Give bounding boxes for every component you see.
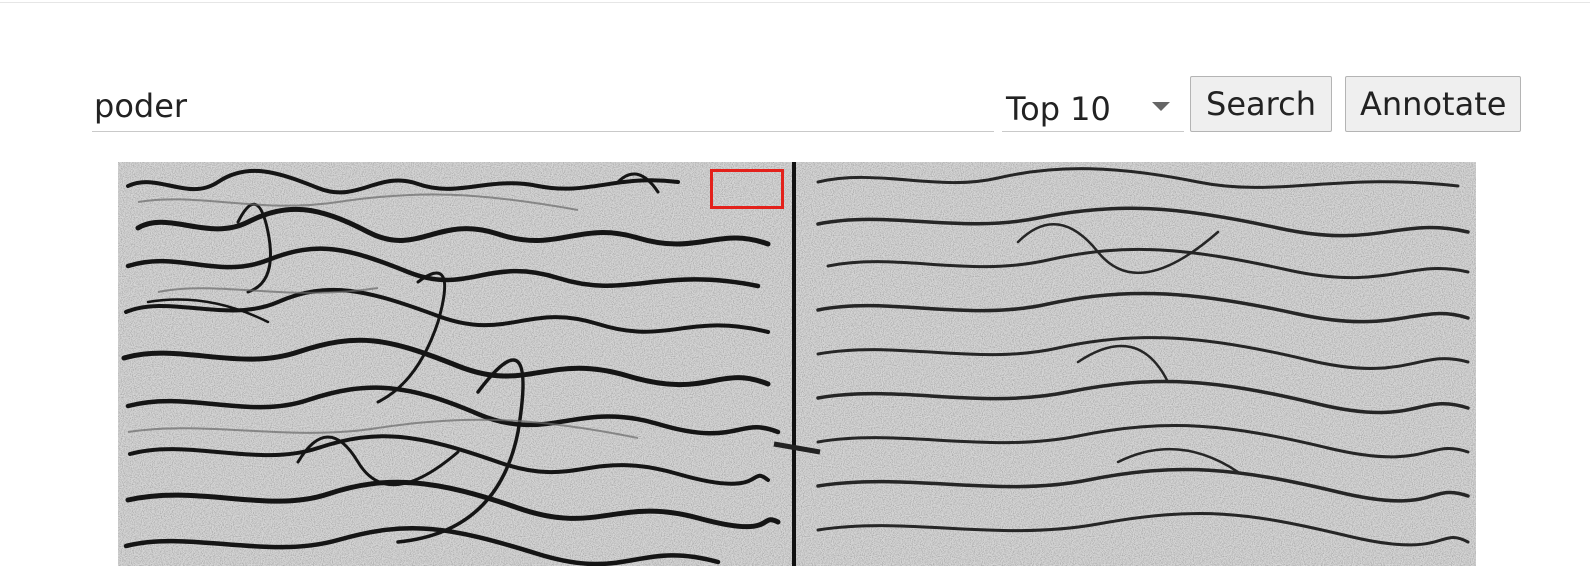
manuscript-page-image bbox=[118, 162, 1476, 566]
search-match-highlight[interactable] bbox=[710, 169, 784, 209]
manuscript-image-viewer[interactable] bbox=[118, 162, 1476, 566]
chevron-down-icon bbox=[1152, 102, 1170, 111]
search-button[interactable]: Search bbox=[1190, 76, 1332, 132]
search-input[interactable] bbox=[92, 80, 994, 132]
annotate-button[interactable]: Annotate bbox=[1345, 76, 1521, 132]
top-n-select-value: Top 10 bbox=[1006, 90, 1111, 128]
top-divider bbox=[0, 2, 1590, 3]
search-toolbar bbox=[92, 76, 1524, 136]
top-n-select[interactable] bbox=[1002, 80, 1184, 132]
